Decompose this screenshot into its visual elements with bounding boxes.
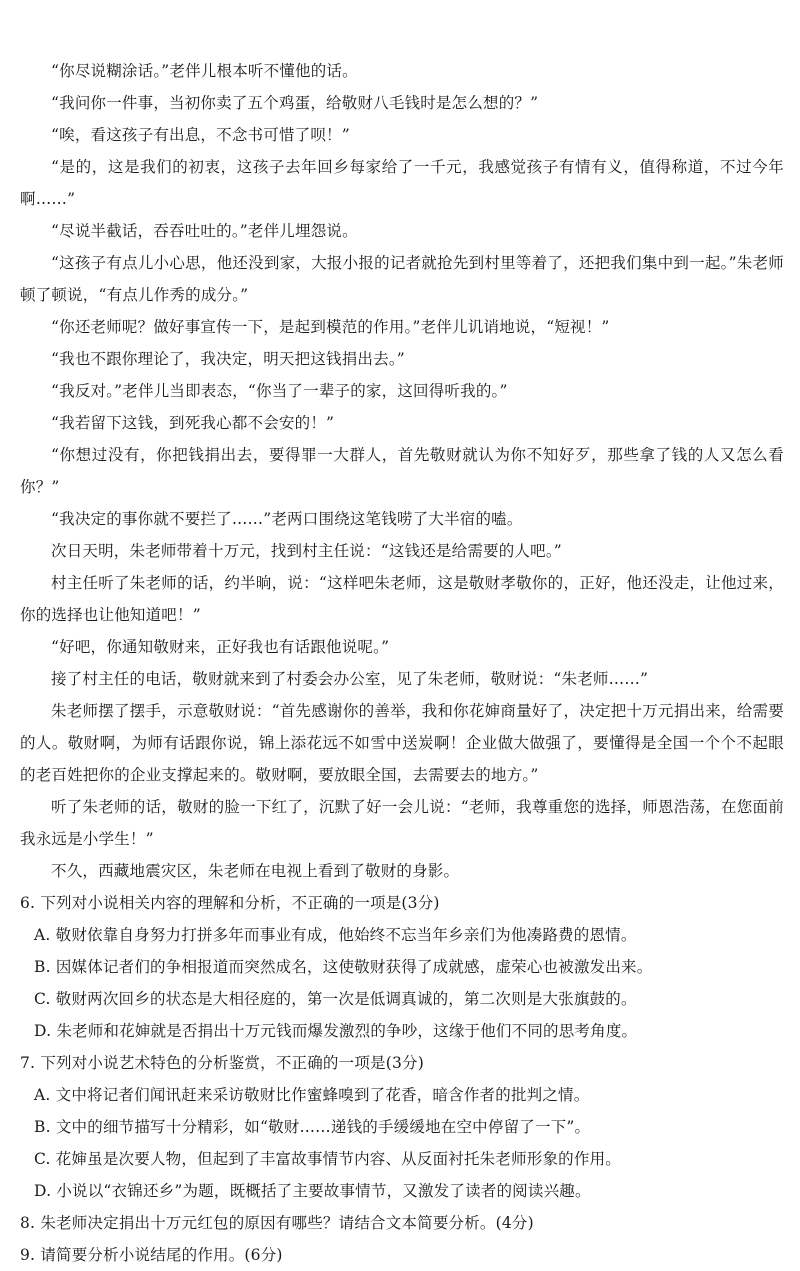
story-paragraph: 次日天明，朱老师带着十万元，找到村主任说：“这钱还是给需要的人吧。” [51,542,562,560]
question-6-option-c: C. 敬财两次回乡的状态是大相径庭的，第一次是低调真诚的，第二次则是大张旗鼓的。 [34,990,637,1008]
story-paragraph: “好吧，你通知敬财来，正好我也有话跟他说呢。” [51,638,390,656]
story-paragraph: “尽说半截话，吞吞吐吐的。”老伴儿埋怨说。 [51,222,358,240]
question-6-option-a: A. 敬财依靠自身努力打拼多年而事业有成，他始终不忘当年乡亲们为他凑路费的恩情。 [34,926,637,944]
story-paragraph: “你尽说糊涂话。”老伴儿根本听不懂他的话。 [51,62,358,80]
story-paragraph: 听了朱老师的话，敬财的脸一下红了，沉默了好一会儿说：“老师，我尊重您的选择，师恩浩荡，在您面前我永远是小学生！” [20,798,784,848]
story-paragraph: “我若留下这钱，到死我心都不会安的！” [51,414,335,432]
question-7-option-b: B. 文中的细节描写十分精彩，如“敬财……递钱的手缓缓地在空中停留了一下”。 [34,1118,591,1136]
story-paragraph: 接了村主任的电话，敬财就来到了村委会办公室，见了朱老师，敬财说：“朱老师……” [51,670,649,688]
question-7-option-c: C. 花婶虽是次要人物，但起到了丰富故事情节内容、从反面衬托朱老师形象的作用。 [34,1150,621,1168]
question-9-stem: 9. 请简要分析小说结尾的作用。(6分) [20,1246,283,1264]
question-7-option-a: A. 文中将记者们闻讯赶来采访敬财比作蜜蜂嗅到了花香，暗含作者的批判之情。 [34,1086,590,1104]
story-paragraph: “我也不跟你理论了，我决定，明天把这钱捐出去。” [51,350,405,368]
story-paragraph: “我问你一件事，当初你卖了五个鸡蛋，给敬财八毛钱时是怎么想的？” [51,94,539,112]
story-paragraph: “你还老师呢？做好事宣传一下，是起到模范的作用。”老伴儿讥诮地说，“短视！” [51,318,610,336]
question-6-option-d: D. 朱老师和花婶就是否捐出十万元钱而爆发激烈的争吵，这缘于他们不同的思考角度。 [34,1022,638,1040]
question-7-stem: 7. 下列对小说艺术特色的分析鉴赏，不正确的一项是(3分) [20,1054,424,1072]
story-paragraph: “我反对。”老伴儿当即表态，“你当了一辈子的家，这回得听我的。” [51,382,508,400]
story-paragraph: 不久，西藏地震灾区，朱老师在电视上看到了敬财的身影。 [51,862,460,880]
question-6-stem: 6. 下列对小说相关内容的理解和分析，不正确的一项是(3分) [20,894,440,912]
story-paragraph: 朱老师摆了摆手，示意敬财说：“首先感谢你的善举，我和你花婶商量好了，决定把十万元捐出来，给需要的人。敬财啊，为师有话跟你说，锦上添花远不如雪中送炭啊！企业做大做强了，要懂得是全国一个个不起眼的老百姓把你的企业支撑起来的。敬财啊，要放眼全国，去需要去的地方。” [20,702,784,784]
story-paragraph: “你想过没有，你把钱捐出去，要得罪一大群人，首先敬财就认为你不知好歹，那些拿了钱的人又怎么看你？” [20,446,784,496]
story-paragraph: “这孩子有点儿小心思，他还没到家，大报小报的记者就抢先到村里等着了，还把我们集中到一起。”朱老师顿了顿说，“有点儿作秀的成分。” [20,254,784,304]
question-6-option-b: B. 因媒体记者们的争相报道而突然成名，这使敬财获得了成就感，虚荣心也被激发出来。 [34,958,653,976]
story-text [20,55,784,887]
question-8-stem: 8. 朱老师决定捐出十万元红包的原因有哪些？请结合文本简要分析。(4分) [20,1214,534,1232]
story-paragraph: 村主任听了朱老师的话，约半晌，说：“这样吧朱老师，这是敬财孝敬你的，正好，他还没走，让他过来，你的选择也让他知道吧！” [20,574,784,624]
story-paragraph: “我决定的事你就不要拦了……”老两口围绕这笔钱唠了大半宿的嗑。 [51,510,523,528]
story-paragraph: “是的，这是我们的初衷，这孩子去年回乡每家给了一千元，我感觉孩子有情有义，值得称道，不过今年啊……” [20,158,784,208]
story-paragraph: “唉，看这孩子有出息，不念书可惜了呗！” [51,126,350,144]
questions-section [20,887,784,1271]
question-7-option-d: D. 小说以“衣锦还乡”为题，既概括了主要故事情节，又激发了读者的阅读兴趣。 [34,1182,591,1200]
